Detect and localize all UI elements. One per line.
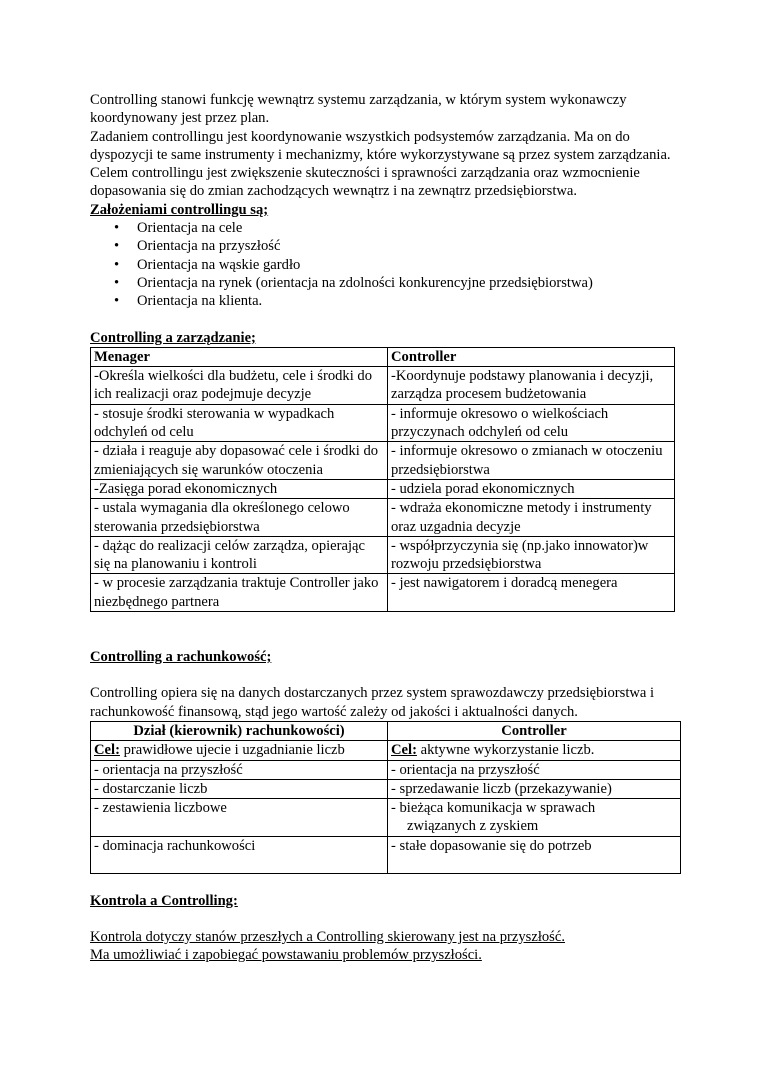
- table-cell: - jest nawigatorem i doradcą menegera: [388, 574, 675, 612]
- table-header-row: [91, 347, 675, 366]
- table-cell: Cel: prawidłowe ujecie i uzgadnianie liczb: [91, 741, 388, 760]
- list-item: • Orientacja na wąskie gardło: [114, 256, 301, 273]
- table-cell: - w procesie zarządzania traktuje Controller jako niezbędnego partnera: [91, 574, 388, 612]
- table-cell: - informuje okresowo o wielkościach przyczynach odchyleń od celu: [388, 404, 675, 442]
- table-row: [91, 760, 681, 779]
- table-cell: - sprzedawanie liczb (przekazywanie): [388, 779, 681, 798]
- management-heading: Controlling a zarządzanie;: [90, 329, 256, 346]
- column-header-menager: Menager: [91, 347, 388, 366]
- table-cell: -Koordynuje podstawy planowania i decyzji, zarządza procesem budżetowania: [388, 367, 675, 405]
- table-row: [91, 536, 675, 574]
- column-header-controller: Controller: [388, 721, 681, 740]
- intro-paragraph-2: Zadaniem controllingu jest koordynowanie wszystkich podsystemów zarządzania. Ma on do dyspozycji te same instrumenty i mechanizmy, które wykorzystywane są przez system zarządzania. Celem controllingu jest zwiększenie skuteczności i sprawności zarządzania oraz wzmocnienie dopasowania się do zmian zachodzących wewnątrz i na zewnątrz przedsiębiorstwa.: [90, 128, 671, 200]
- table-cell: - dążąc do realizacji celów zarządza, opierając się na planowaniu i kontroli: [91, 536, 388, 574]
- list-item: • Orientacja na rynek (orientacja na zdolności konkurencyjne przedsiębiorstwa): [114, 274, 593, 291]
- table-cell: - wdraża ekonomiczne metody i instrumenty oraz uzgadnia decyzje: [388, 499, 675, 537]
- table-cell: - udziela porad ekonomicznych: [388, 479, 675, 498]
- table-cell: - orientacja na przyszłość: [388, 760, 681, 779]
- bullet-icon: •: [114, 220, 120, 237]
- table-cell: Cel: aktywne wykorzystanie liczb.: [388, 741, 681, 760]
- assumptions-list: [90, 219, 680, 310]
- table-header-row: [91, 721, 681, 740]
- control-line-1: Kontrola dotyczy stanów przeszłych a Controlling skierowany jest na przyszłość.: [90, 928, 565, 945]
- management-table: [90, 347, 675, 612]
- table-row: [91, 836, 681, 873]
- goal-label: Cel:: [391, 742, 417, 759]
- table-cell: - ustala wymagania dla określonego celowo sterowania przedsiębiorstwa: [91, 499, 388, 537]
- bullet-icon: •: [114, 274, 120, 291]
- table-row: [91, 741, 681, 760]
- table-cell: - działa i reaguje aby dopasować cele i środki do zmieniających się warunków otoczenia: [91, 442, 388, 480]
- intro-paragraph-1: Controlling stanowi funkcję wewnątrz systemu zarządzania, w którym system wykonawczy koordynowany jest przez plan.: [90, 92, 627, 127]
- table-row: [91, 404, 675, 442]
- table-cell: - dostarczanie liczb: [91, 779, 388, 798]
- list-item: • Orientacja na cele: [114, 220, 243, 237]
- table-cell: -Zasięga porad ekonomicznych: [91, 479, 388, 498]
- bullet-icon: •: [114, 293, 120, 310]
- bullet-icon: •: [114, 238, 120, 255]
- assumptions-heading: Założeniami controllingu są;: [90, 201, 269, 218]
- column-header-accounting: Dział (kierownik) rachunkowości): [91, 721, 388, 740]
- table-cell: - zestawienia liczbowe: [91, 799, 388, 837]
- accounting-intro: Controlling opiera się na danych dostarczanych przez system sprawozdawczy przedsiębiorstwa i rachunkowość finansową, stąd jego wartość zależy od jakości i aktualności danych.: [90, 685, 655, 720]
- table-cell: - dominacja rachunkowości: [91, 836, 388, 873]
- table-row: [91, 479, 675, 498]
- column-header-controller: Controller: [388, 347, 675, 366]
- table-cell: - informuje okresowo o zmianach w otoczeniu przedsiębiorstwa: [388, 442, 675, 480]
- table-row: [91, 574, 675, 612]
- table-cell: - bieżąca komunikacja w sprawach związanych z zyskiem: [388, 799, 681, 837]
- table-row: [91, 442, 675, 480]
- table-row: [91, 779, 681, 798]
- control-heading: Kontrola a Controlling:: [90, 892, 238, 909]
- bullet-icon: •: [114, 256, 120, 273]
- accounting-heading: Controlling a rachunkowość;: [90, 649, 272, 666]
- document-page: [90, 91, 680, 965]
- table-cell: - współprzyczynia się (np.jako innowator)w rozwoju przedsiębiorstwa: [388, 536, 675, 574]
- list-item: • Orientacja na przyszłość: [114, 238, 281, 255]
- table-cell: - orientacja na przyszłość: [91, 760, 388, 779]
- list-item: • Orientacja na klienta.: [114, 293, 263, 310]
- table-row: [91, 799, 681, 837]
- control-line-2: Ma umożliwiać i zapobiegać powstawaniu problemów przyszłości.: [90, 947, 482, 964]
- accounting-table: [90, 721, 681, 874]
- goal-label: Cel:: [94, 742, 120, 759]
- table-row: [91, 499, 675, 537]
- table-row: [91, 367, 675, 405]
- table-cell: - stałe dopasowanie się do potrzeb: [388, 836, 681, 873]
- table-cell: - stosuje środki sterowania w wypadkach odchyleń od celu: [91, 404, 388, 442]
- table-cell: -Określa wielkości dla budżetu, cele i środki do ich realizacji oraz podejmuje decyzje: [91, 367, 388, 405]
